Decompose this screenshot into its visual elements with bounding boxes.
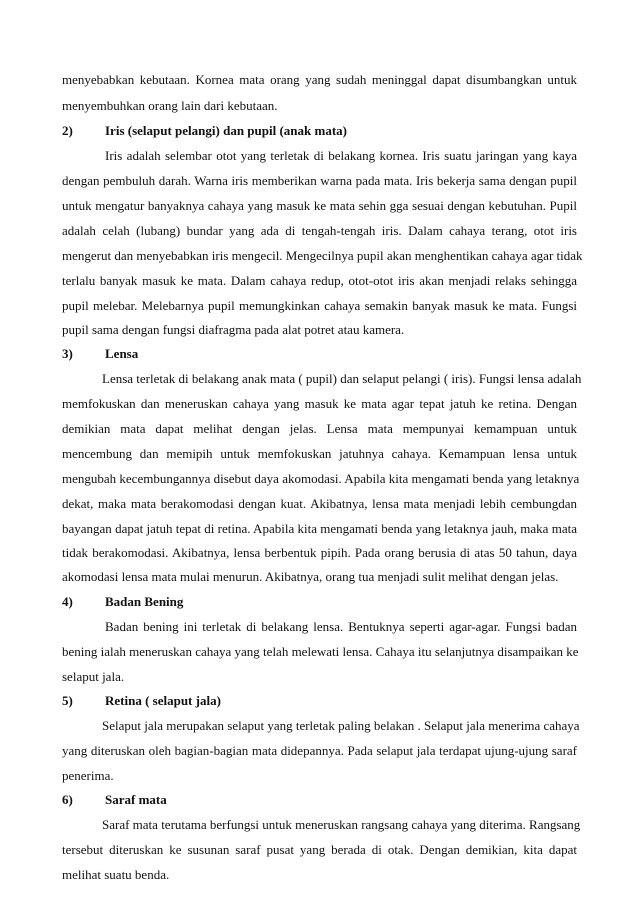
paragraph-line: bening ialah meneruskan cahaya yang telah melewati lensa. Cahaya itu selanjutnya disampaikan ke <box>62 644 579 659</box>
paragraph-line: yang diteruskan oleh bagian-bagian mata didepannya. Pada selaput jala terdapat ujung-ujung saraf <box>62 743 577 758</box>
paragraph-line: penerima. <box>62 768 114 783</box>
paragraph-line: mencembung dan memipih untuk memfokuskan jatuhnya cahaya. Kemampuan lensa untuk <box>62 446 577 461</box>
paragraph-line: akomodasi lensa mata mulai menurun. Akibatnya, orang tua menjadi sulit melihat dengan jelas. <box>62 569 559 584</box>
paragraph-line: bayangan dapat jatuh tepat di retina. Apabila kita mengamati benda yang letaknya jauh, maka mata <box>62 521 577 536</box>
section-title: Retina ( selaput jala) <box>105 693 221 708</box>
section-title: Lensa <box>105 346 139 361</box>
section-heading <box>62 591 183 613</box>
paragraph-line: dekat, maka mata berakomodasi dengan kuat. Akibatnya, lensa mata menjadi lebih cembungdan <box>62 496 577 511</box>
paragraph-line: tersebut diteruskan ke susunan saraf pusat yang berada di otak. Dengan demikian, kita dapat <box>62 842 577 857</box>
paragraph-line: dengan pembuluh darah. Warna iris memberikan warna pada mata. Iris bekerja sama dengan pupil <box>62 173 577 188</box>
section-number: 4) <box>62 594 73 609</box>
paragraph-line: selaput jala. <box>62 669 125 684</box>
paragraph-line: pupil melebar. Melebarnya pupil memungkinkan cahaya semakin banyak masuk ke mata. Fungsi <box>62 298 577 313</box>
section-title: Iris (selaput pelangi) dan pupil (anak mata) <box>105 123 347 138</box>
paragraph-line: Iris adalah selembar otot yang terletak di belakang kornea. Iris suatu jaringan yang kaya <box>105 148 577 163</box>
paragraph-line: terlalu banyak masuk ke mata. Dalam cahaya redup, otot-otot iris akan menjadi relaks sehingga <box>62 273 577 288</box>
paragraph-line: tidak berakomodasi. Akibatnya, lensa berbentuk pipih. Pada orang berusia di atas 50 tahun, daya <box>62 545 577 560</box>
section-heading <box>62 789 167 811</box>
paragraph-line: Selaput jala merupakan selaput yang terletak paling belakan . Selaput jala menerima cahaya <box>102 718 580 733</box>
paragraph-line: memfokuskan dan meneruskan cahaya yang masuk ke mata agar tepat jatuh ke retina. Dengan <box>62 396 577 411</box>
paragraph-line: melihat suatu benda. <box>62 867 170 882</box>
section-heading <box>62 343 138 365</box>
paragraph-line: demikian mata dapat melihat dengan jelas. Lensa mata mempunyai kemampuan untuk <box>62 421 577 436</box>
section-title: Badan Bening <box>105 594 184 609</box>
section-number: 3) <box>62 346 73 361</box>
paragraph-line: untuk mengatur banyaknya cahaya yang masuk ke mata sehin gga sesuai dengan kebutuhan. Pupil <box>62 198 577 213</box>
section-number: 2) <box>62 123 73 138</box>
paragraph-line: Badan bening ini terletak di belakang lensa. Bentuknya seperti agar-agar. Fungsi badan <box>105 619 577 634</box>
paragraph-line: mengerut dan menyebabkan iris mengecil. Mengecilnya pupil akan menghentikan cahaya agar tidak <box>62 248 583 263</box>
paragraph-line: pupil sama dengan fungsi diafragma pada alat potret atau kamera. <box>62 322 405 337</box>
section-number: 6) <box>62 792 73 807</box>
paragraph-line: Lensa terletak di belakang anak mata ( pupil) dan selaput pelangi ( iris). Fungsi lensa adalah <box>102 371 582 386</box>
paragraph-line: mengubah kecembungannya disebut daya akomodasi. Apabila kita mengamati benda yang letaknya <box>62 471 580 486</box>
paragraph-line: menyembuhkan orang lain dari kebutaan. <box>62 98 278 113</box>
paragraph-line: menyebabkan kebutaan. Kornea mata orang yang sudah meninggal dapat disumbangkan untuk <box>62 72 577 87</box>
paragraph-line: Saraf mata terutama berfungsi untuk meneruskan rangsang cahaya yang diterima. Rangsang <box>102 817 581 832</box>
section-heading <box>62 120 347 142</box>
section-title: Saraf mata <box>105 792 167 807</box>
paragraph-line: adalah celah (lubang) bundar yang ada di tengah-tengah iris. Dalam cahaya terang, otot iris <box>62 223 577 238</box>
section-heading <box>62 690 221 712</box>
section-number: 5) <box>62 693 73 708</box>
